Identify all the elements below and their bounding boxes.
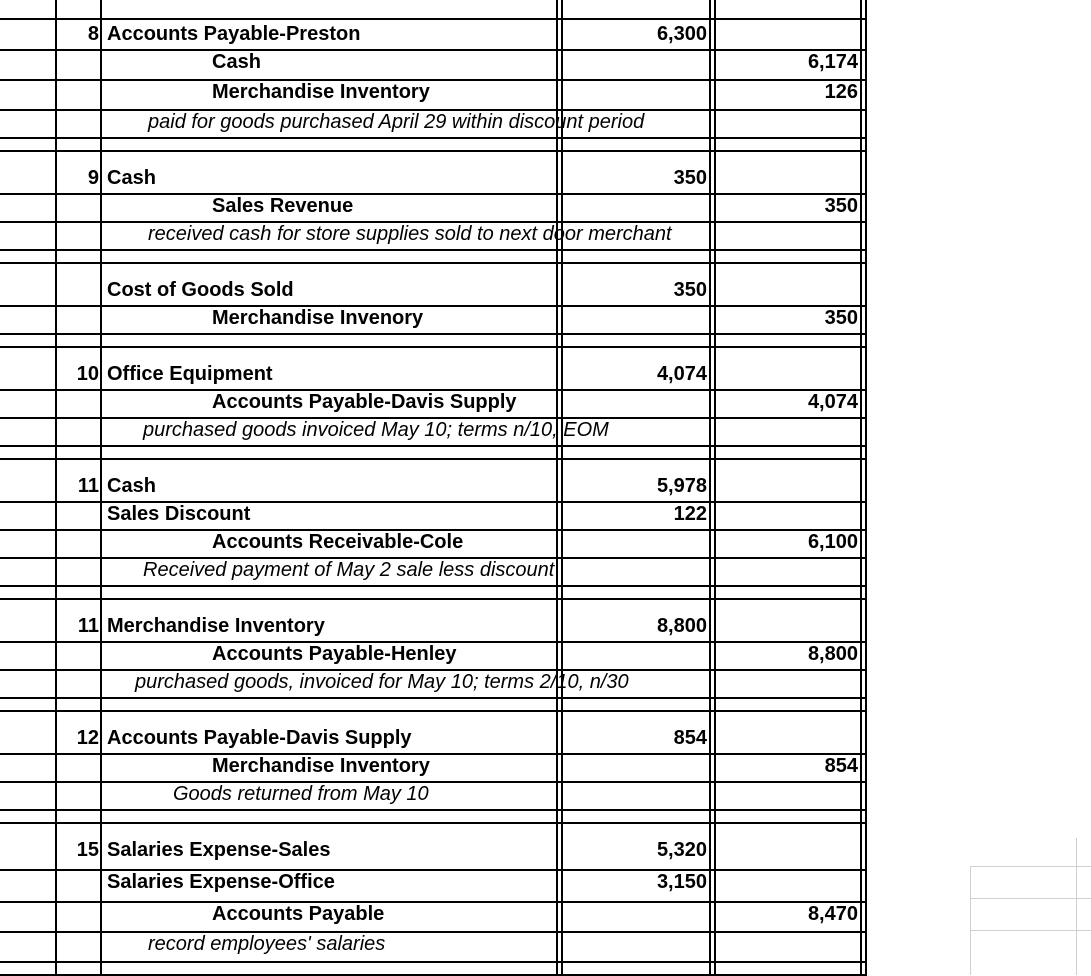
entry-memo: received cash for store supplies sold to next door merchant — [148, 223, 672, 245]
row-rule — [0, 137, 867, 139]
background-grid-line — [970, 930, 1091, 931]
debit-account: Accounts Payable-Davis Supply — [107, 727, 412, 749]
credit-amount: 4,074 — [807, 391, 858, 413]
entry-date: 8 — [87, 23, 99, 45]
entry-memo: paid for goods purchased April 29 within discount period — [148, 111, 645, 133]
debit-account: Merchandise Inventory — [107, 615, 325, 637]
entry-date: 11 — [77, 615, 99, 637]
debit-account: Cost of Goods Sold — [107, 279, 294, 301]
entry-date: 12 — [76, 727, 99, 749]
column-rule — [714, 0, 716, 975]
row-rule — [0, 697, 867, 699]
credit-account: Accounts Payable-Henley — [212, 643, 457, 665]
debit-account: Cash — [107, 475, 156, 497]
entry-date: 15 — [76, 839, 99, 861]
credit-amount: 8,470 — [807, 903, 858, 925]
column-rule — [865, 0, 867, 975]
debit-account: Salaries Expense-Office — [107, 871, 335, 893]
credit-amount: 854 — [824, 755, 858, 777]
debit-account: Office Equipment — [107, 363, 273, 385]
credit-account: Cash — [212, 51, 261, 73]
column-rule — [860, 0, 862, 975]
entry-memo: Received payment of May 2 sale less discount — [143, 559, 555, 581]
debit-amount: 854 — [673, 727, 707, 749]
debit-amount: 6,300 — [656, 23, 707, 45]
row-rule — [0, 333, 867, 335]
credit-account: Merchandise Inventory — [212, 755, 430, 777]
row-rule — [0, 18, 867, 20]
credit-account: Merchandise Invenory — [212, 307, 424, 329]
debit-amount: 5,320 — [656, 839, 707, 861]
background-grid-line — [970, 866, 1091, 867]
row-rule — [0, 150, 867, 152]
debit-account: Accounts Payable-Preston — [107, 23, 361, 45]
entry-date: 9 — [87, 167, 99, 189]
row-rule — [0, 458, 867, 460]
background-grid-line — [970, 866, 971, 975]
credit-amount: 126 — [824, 81, 858, 103]
entry-date: 10 — [76, 363, 99, 385]
row-rule — [0, 346, 867, 348]
column-rule — [709, 0, 711, 975]
row-rule — [0, 585, 867, 587]
debit-account: Salaries Expense-Sales — [107, 839, 331, 861]
debit-amount: 5,978 — [656, 475, 707, 497]
entry-memo: record employees' salaries — [148, 933, 386, 955]
row-rule — [0, 249, 867, 251]
row-rule — [0, 809, 867, 811]
row-rule — [0, 961, 867, 963]
debit-account: Cash — [107, 167, 156, 189]
credit-amount: 350 — [824, 195, 858, 217]
row-rule — [0, 931, 867, 933]
row-rule — [0, 598, 867, 600]
credit-account: Accounts Payable-Davis Supply — [212, 391, 517, 413]
entry-memo: purchased goods, invoiced for May 10; terms 2/10, n/30 — [135, 671, 629, 693]
row-rule — [0, 822, 867, 824]
column-rule — [100, 0, 102, 975]
entry-memo: purchased goods invoiced May 10; terms n/10, EOM — [143, 419, 609, 441]
row-rule — [0, 710, 867, 712]
credit-amount: 8,800 — [807, 643, 858, 665]
row-rule — [0, 781, 867, 783]
background-grid-line — [970, 898, 1091, 899]
debit-amount: 350 — [673, 279, 707, 301]
debit-amount: 4,074 — [656, 363, 707, 385]
debit-amount: 3,150 — [656, 871, 707, 893]
credit-account: Sales Revenue — [212, 195, 354, 217]
debit-amount: 122 — [673, 503, 707, 525]
row-rule — [0, 445, 867, 447]
entry-date: 11 — [77, 475, 99, 497]
credit-amount: 350 — [824, 307, 858, 329]
credit-amount: 6,100 — [807, 531, 858, 553]
debit-account: Sales Discount — [107, 503, 251, 525]
credit-account: Accounts Payable — [212, 903, 385, 925]
debit-amount: 8,800 — [656, 615, 707, 637]
entry-memo: Goods returned from May 10 — [173, 783, 429, 805]
row-rule — [0, 262, 867, 264]
credit-amount: 6,174 — [807, 51, 858, 73]
column-rule — [556, 0, 558, 975]
background-grid-line — [1076, 838, 1077, 975]
credit-account: Merchandise Inventory — [212, 81, 430, 103]
credit-account: Accounts Receivable-Cole — [212, 531, 464, 553]
debit-amount: 350 — [673, 167, 707, 189]
